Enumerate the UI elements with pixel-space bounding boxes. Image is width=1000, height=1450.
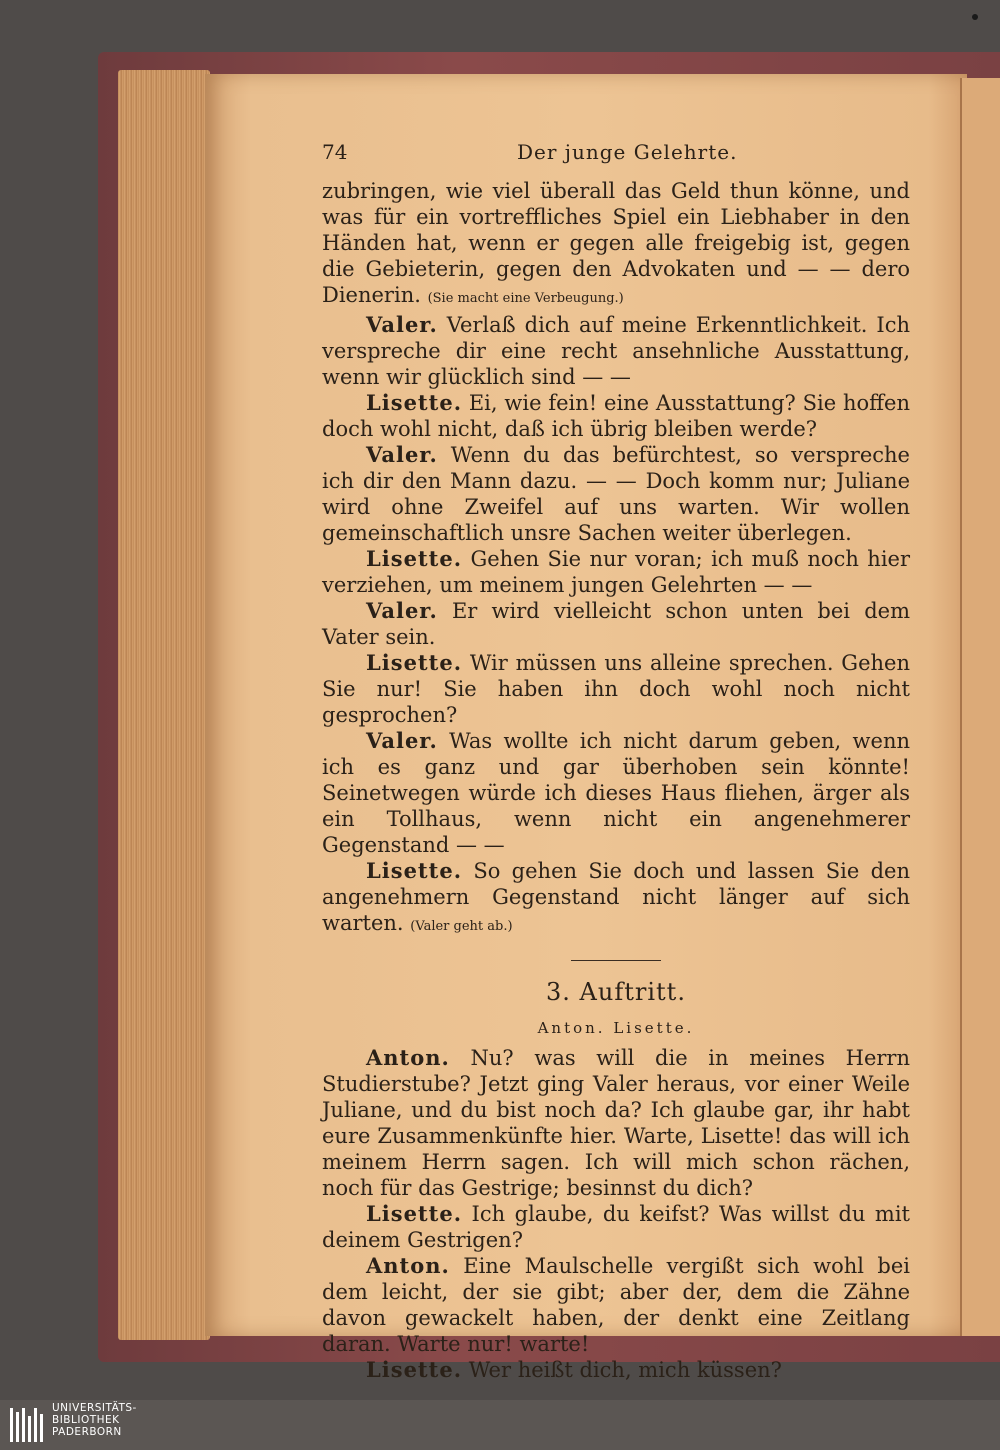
library-logo-icon (8, 1404, 48, 1446)
speaker-name: Valer. (366, 728, 438, 753)
running-title: Der junge Gelehrte. (517, 140, 738, 164)
dialogue-paragraph (322, 1253, 910, 1357)
dialogue-text: Wer heißt dich, mich küssen? (468, 1358, 782, 1382)
speaker-name: Valer. (366, 598, 438, 623)
speaker-name: Lisette. (366, 858, 462, 883)
dialogue-text: zubringen, wie viel überall das Geld thun könne, und was für ein vortreffliches Spiel ein Liebhaber in den Händen hat, wenn er gegen alle freigebig ist, gegen die Gebieterin, gegen den Advokaten und — — dero Dienerin. (322, 179, 910, 307)
dialogue-paragraph (322, 728, 910, 858)
dialogue-paragraph (322, 858, 910, 940)
library-footer (0, 1400, 1000, 1450)
dialogue-paragraph (322, 390, 910, 442)
speaker-name: Lisette. (366, 650, 462, 675)
dialogue-paragraph (322, 598, 910, 650)
dialogue-text: Nu? was will die in meines Herrn Studierstube? Jetzt ging Valer heraus, vor einer Weile Juliane, und du bist noch da? Ich glaube gar, ihr habt eure Zusammenkünfte hier. Warte, Lisette! das will ich meinem Herrn sagen. Ich will mich schon rächen, noch für das Gestrige; besinnst du dich? (322, 1046, 910, 1200)
dialogue-paragraph (322, 312, 910, 390)
dialogue-text: Wir müssen uns alleine sprechen. Gehen Sie nur! Sie haben ihn doch wohl noch nicht gesprochen? (322, 651, 910, 727)
dialogue-text: Was wollte ich nicht darum geben, wenn ich es ganz und gar überhoben sein könnte! Seinetwegen würde ich dieses Haus fliehen, ärger als ein Tollhaus, wenn nicht ein angenehmerer Gegenstand — — (322, 729, 910, 857)
speaker-name: Lisette. (366, 390, 462, 415)
speaker-name: Lisette. (366, 1201, 462, 1226)
dialogue-paragraph (322, 1357, 910, 1383)
scene-cast: Anton. Lisette. (537, 1019, 695, 1037)
dialogue-paragraph (322, 546, 910, 598)
dialogue-text: Er wird vielleicht schon unten bei dem Vater sein. (322, 599, 910, 649)
scene-title: 3. Auftritt. (546, 978, 686, 1006)
dialogue-text: Ei, wie fein! eine Ausstattung? Sie hoffen doch wohl nicht, daß ich übrig bleiben werde? (322, 391, 910, 441)
speaker-name: Valer. (366, 442, 438, 467)
page-header (322, 140, 910, 170)
speaker-name: Lisette. (366, 1357, 462, 1382)
dialogue-section-2 (322, 1045, 910, 1383)
speaker-name: Anton. (366, 1253, 450, 1278)
section-rule (571, 960, 661, 961)
speaker-name: Anton. (366, 1045, 450, 1070)
library-logo-line2: BIBLIOTHEK (52, 1414, 120, 1426)
stage-direction: (Valer geht ab.) (410, 919, 513, 934)
dialogue-paragraph (322, 1045, 910, 1201)
dialogue-paragraph (322, 442, 910, 546)
corner-mark (970, 12, 980, 22)
dialogue-text: Wenn du das befürchtest, so verspreche ich dir den Mann dazu. — — Doch komm nur; Juliane wird ohne Zweifel auf uns warten. Wir wollen gemeinschaftlich unsre Sachen weiter überlegen. (322, 443, 910, 545)
dialogue-text: So gehen Sie doch und lassen Sie den angenehmern Gegenstand nicht länger auf sich warten. (322, 859, 910, 935)
dialogue-paragraph (322, 1201, 910, 1253)
dialogue-text: Gehen Sie nur voran; ich muß noch hier verziehen, um meinem jungen Gelehrten — — (322, 547, 910, 597)
facing-page-edge (960, 78, 1000, 1336)
library-logo-line1: UNIVERSITÄTS- (52, 1402, 137, 1414)
stage-direction: (Sie macht eine Verbeugung.) (427, 291, 624, 306)
dialogue-section-1 (322, 178, 910, 940)
dialogue-paragraph (322, 650, 910, 728)
dialogue-text: Verlaß dich auf meine Erkenntlichkeit. Ich verspreche dir eine recht ansehnliche Ausstattung, wenn wir glücklich sind — — (322, 313, 910, 389)
page-text (322, 178, 910, 1383)
dialogue-paragraph (322, 178, 910, 312)
library-logo-line3: PADERBORN (52, 1426, 122, 1438)
dialogue-text: Ich glaube, du keifst? Was willst du mit deinem Gestrigen? (322, 1202, 910, 1252)
dialogue-text: Eine Maulschelle vergißt sich wohl bei dem leicht, der sie gibt; aber der, dem die Zähne davon gewackelt haben, der denkt eine Zeitlang daran. Warte nur! warte! (322, 1254, 910, 1356)
speaker-name: Valer. (366, 312, 438, 337)
page-edges (118, 70, 210, 1340)
speaker-name: Lisette. (366, 546, 462, 571)
library-logo-text (52, 1402, 137, 1438)
page-number: 74 (322, 140, 348, 164)
